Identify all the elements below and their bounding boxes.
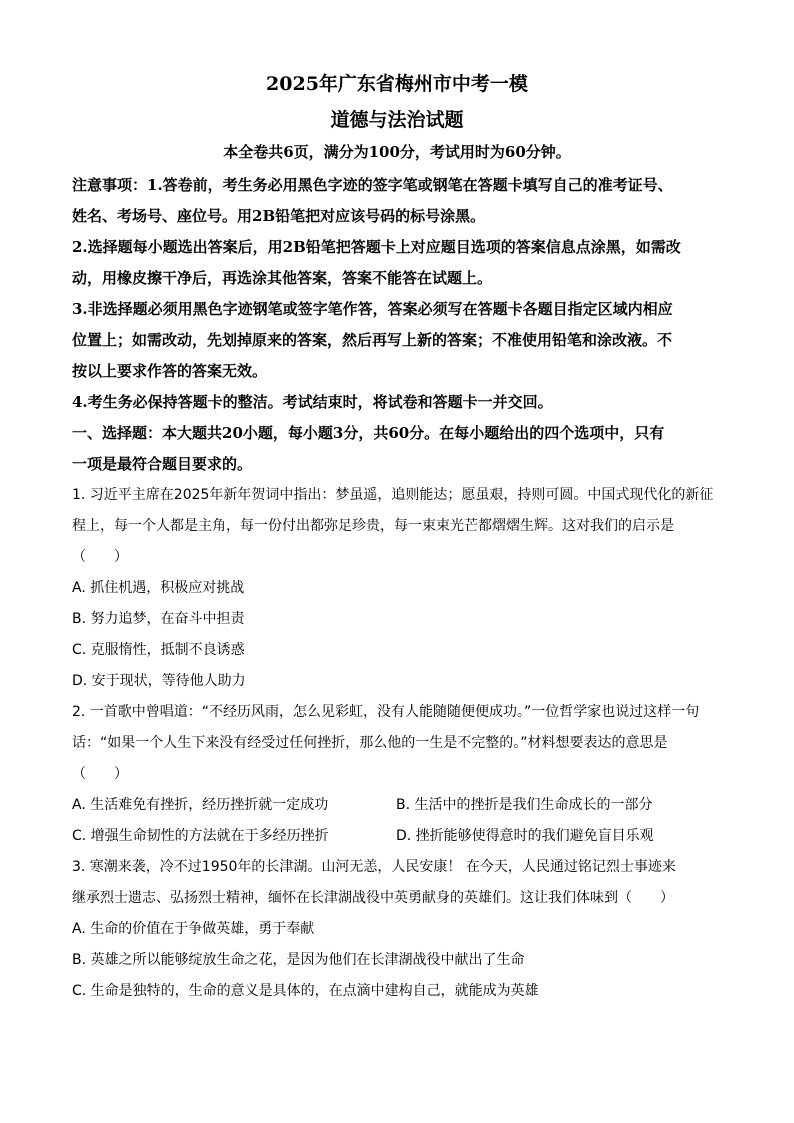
notes-section: [72, 170, 722, 418]
option-c: C. 增强生命韧性的方法就在于多经历挫折: [72, 828, 329, 844]
note-line: 4.考生务必保持答题卡的整洁。考试结束时，将试卷和答题卡一并交回。: [72, 393, 553, 411]
question-stem: （ ）: [72, 766, 128, 782]
option-c: C. 克服惰性，抵制不良诱惑: [72, 642, 245, 658]
question-stem: 话：“如果一个人生下来没有经受过任何挫折，那么他的一生是不完整的。”材料想要表达的意思是: [72, 735, 668, 751]
question-stem: 2. 一首歌中曾唱道：“不经历风雨，怎么见彩虹，没有人能随随便便成功。”一位哲学家也说过这样一句: [72, 704, 700, 720]
option-c: C. 生命是独特的，生命的意义是具体的，在点滴中建构自己，就能成为英雄: [72, 983, 539, 999]
option-d: D. 挫折能够使得意时的我们避免盲目乐观: [396, 828, 654, 844]
option-b: B. 生活中的挫折是我们生命成长的一部分: [396, 797, 653, 813]
option-d: D. 安于现状，等待他人助力: [72, 673, 246, 689]
section-line: 一、选择题：本大题共20小题，每小题3分，共60分。在每小题给出的四个选项中，只有: [72, 424, 665, 442]
option-b: B. 努力追梦，在奋斗中担责: [72, 611, 245, 627]
option-a: A. 生活难免有挫折，经历挫折就一定成功: [72, 797, 329, 813]
note-line: 姓名、考场号、座位号。用2B铅笔把对应该号码的标号涂黑。: [72, 207, 486, 225]
question-stem: 继承烈士遗志、弘扬烈士精神，缅怀在长津湖战役中英勇献身的英雄们。这让我们体味到（ ）: [72, 890, 674, 906]
section-heading: [72, 418, 722, 480]
option-row: [72, 821, 722, 852]
question-stem: （ ）: [72, 549, 128, 565]
option-b: B. 英雄之所以能够绽放生命之花，是因为他们在长津湖战役中献出了生命: [72, 952, 525, 968]
question-stem: 程上，每一个人都是主角，每一份付出都弥足珍贵，每一束束光芒都熠熠生辉。这对我们的启示是: [72, 518, 674, 534]
note-line: 2.选择题每小题选出答案后，用2B铅笔把答题卡上对应题目选项的答案信息点涂黑，如需改: [72, 238, 681, 256]
exam-title: 2025年广东省梅州市中考一模: [266, 73, 528, 95]
exam-info: 本全卷共6页，满分为100分，考试用时为60分钟。: [223, 143, 571, 161]
subject-title: 道德与法治试题: [330, 109, 464, 131]
option-a: A. 生命的价值在于争做英雄，勇于奉献: [72, 921, 315, 937]
note-line: 按以上要求作答的答案无效。: [72, 362, 268, 380]
note-line: 动，用橡皮擦干净后，再选涂其他答案，答案不能答在试题上。: [72, 269, 493, 287]
question-stem: 3. 寒潮来袭，冷不过1950年的长津湖。山河无恙，人民安康！ 在今天，人民通过铭记烈士事迹来: [72, 859, 676, 875]
section-line: 一项是最符合题目要求的。: [72, 455, 253, 473]
note-line: 注意事项：1.答卷前，考生务必用黑色字迹的签字笔或钢笔在答题卡填写自己的准考证号、: [72, 176, 673, 194]
question-2: [72, 697, 722, 852]
question-1: [72, 480, 722, 697]
question-3: [72, 852, 722, 1007]
note-line: 3.非选择题必须用黑色字迹钢笔或签字笔作答，答案必须写在答题卡各题目指定区域内相应: [72, 300, 673, 318]
question-stem: 1. 习近平主席在2025年新年贺词中指出：梦虽遥，追则能达；愿虽艰，持则可圆。中国式现代化的新征: [72, 487, 714, 503]
option-row: [72, 790, 722, 821]
option-a: A. 抓住机遇，积极应对挑战: [72, 580, 245, 596]
note-line: 位置上；如需改动，先划掉原来的答案，然后再写上新的答案；不准使用铅笔和涂改液。不: [72, 331, 673, 349]
